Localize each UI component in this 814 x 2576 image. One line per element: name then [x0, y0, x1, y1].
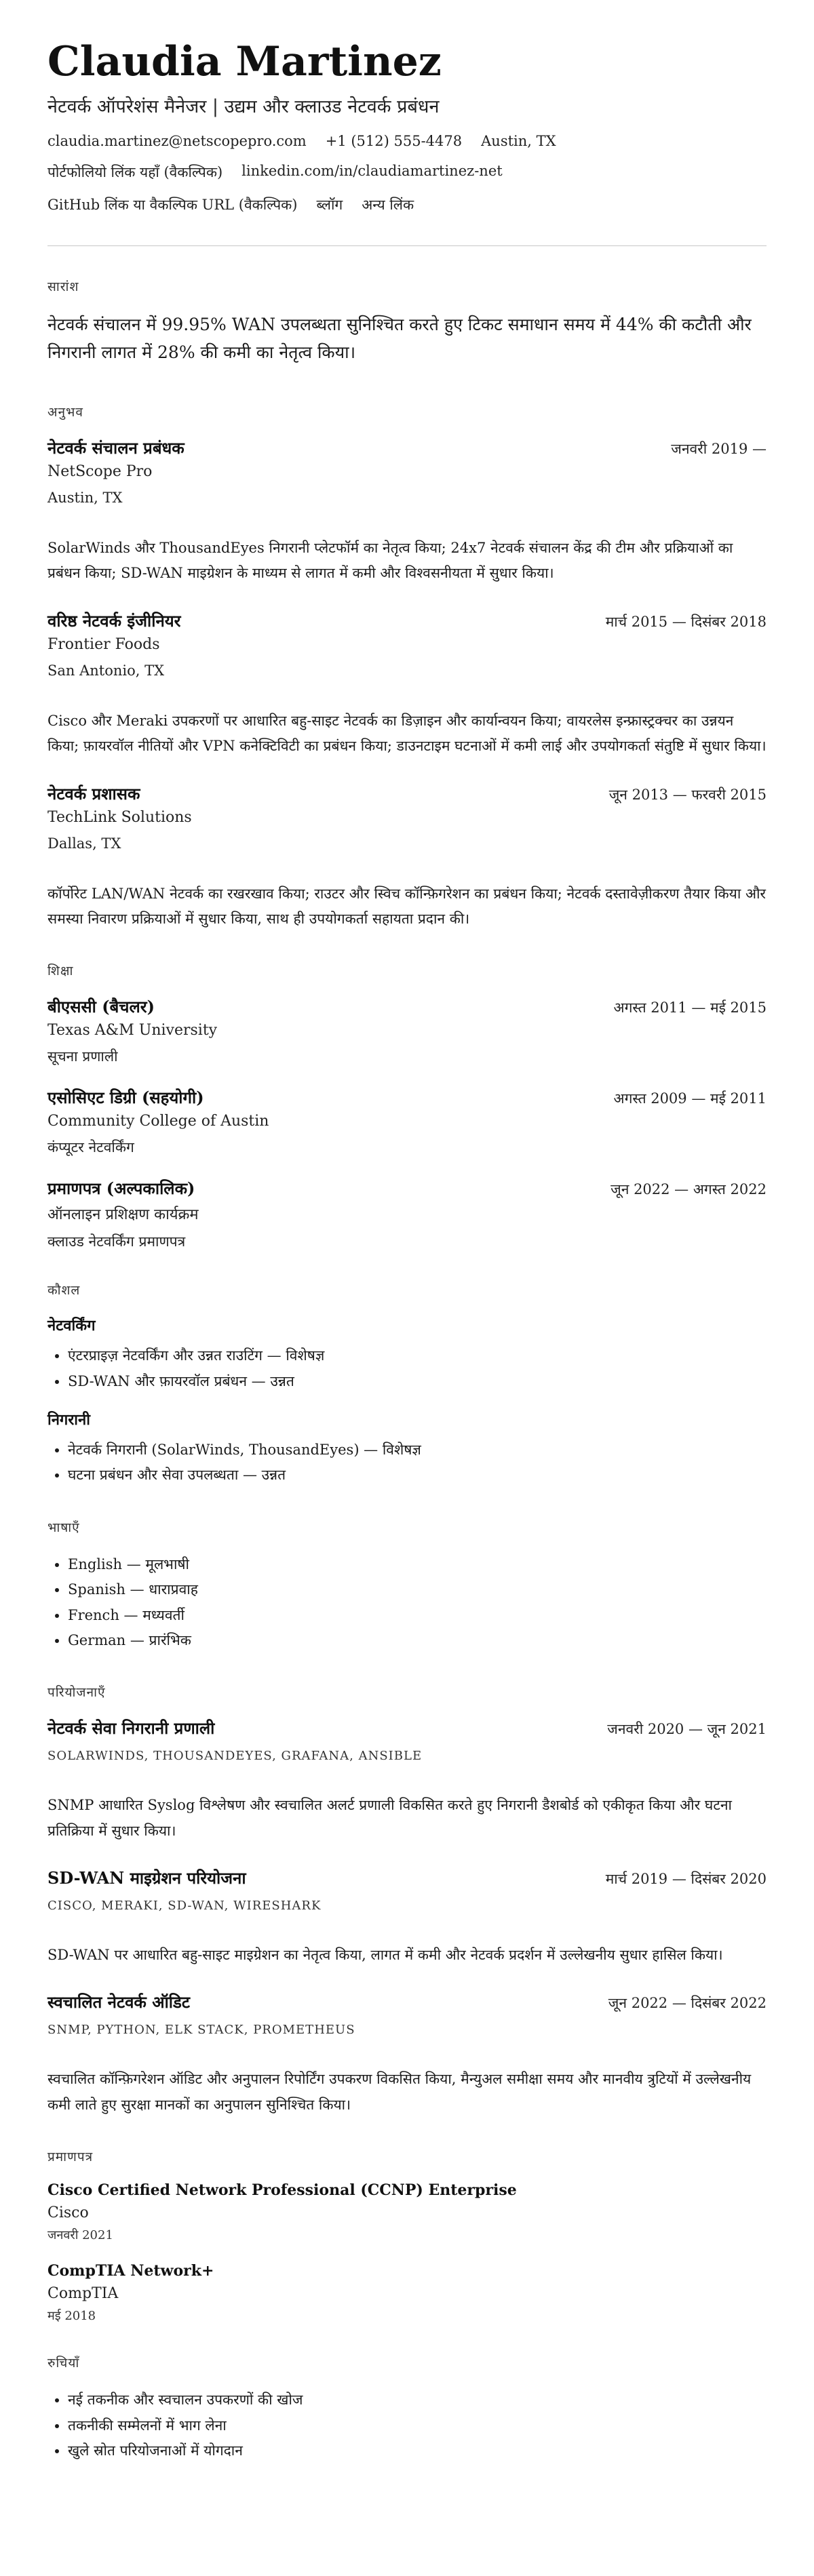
language-item: • German — प्रारंभिक: [68, 1628, 767, 1653]
projects-heading: परियोजनाएँ: [47, 1685, 106, 1701]
blog-link[interactable]: ब्लॉग: [316, 197, 343, 213]
education-entry-head: [47, 1086, 767, 1109]
education-entry-head: [47, 1177, 767, 1200]
education-dates: अगस्त 2009 — मई 2011: [613, 1090, 767, 1107]
project-description: स्वचालित कॉन्फ़िगरेशन ऑडिट और अनुपालन रिपोर्टिंग उपकरण विकसित किया, मैन्युअल समीक्षा समय और मानवीय त्रुटियों में उल्लेखनीय कमी लाते हुए सुरक्षा मानकों का अनुपालन सुनिश्चित किया।: [47, 2071, 752, 2113]
job-title: वरिष्ठ नेटवर्क इंजीनियर: [47, 610, 181, 631]
interests-heading: रुचियाँ: [47, 2356, 80, 2371]
certification-date: मई 2018: [47, 2309, 96, 2324]
education-heading: शिक्षा: [47, 964, 74, 979]
project-dates: जून 2022 — दिसंबर 2022: [608, 1995, 767, 2012]
project-title: SD-WAN माइग्रेशन परियोजना: [47, 1868, 246, 1888]
experience-entry-head: [47, 437, 767, 459]
certifications-heading: प्रमाणपत्र: [47, 2149, 94, 2165]
skill-item: • घटना प्रबंधन और सेवा उपलब्धता — उन्नत: [68, 1463, 767, 1488]
experience-section: [47, 403, 767, 932]
project-description: SD-WAN पर आधारित बहु-साइट माइग्रेशन का नेतृत्व किया, लागत में कमी और नेटवर्क प्रदर्शन में उल्लेखनीय सुधार हासिल किया।: [47, 1947, 723, 1963]
skill-group-title: निगरानी: [47, 1411, 90, 1429]
experience-entry-head: [47, 782, 767, 805]
project-entry-head: [47, 1717, 767, 1739]
field-of-study: सूचना प्रणाली: [47, 1048, 118, 1065]
contact-row-primary: [47, 133, 767, 149]
job-title: नेटवर्क प्रशासक: [47, 783, 140, 804]
project-tech: CISCO, MERAKI, SD-WAN, WIRESHARK: [47, 1899, 322, 1913]
language-item: • Spanish — धाराप्रवाह: [68, 1577, 767, 1602]
interest-item: • खुले स्रोत परियोजनाओं में योगदान: [68, 2438, 767, 2463]
skill-group-title: नेटवर्किंग: [47, 1317, 96, 1335]
company-name: Frontier Foods: [47, 635, 160, 653]
project-tech: SOLARWINDS, THOUSANDEYES, GRAFANA, ANSIBLE: [47, 1749, 423, 1764]
skill-list: [47, 1343, 767, 1394]
certification-name: Cisco Certified Network Professional (CCNP) Enterprise: [47, 2181, 517, 2200]
skills-section: [47, 1281, 767, 1488]
skills-heading: कौशल: [47, 1283, 81, 1299]
company-name: TechLink Solutions: [47, 808, 192, 826]
candidate-name: Claudia Martinez: [47, 38, 442, 85]
project-dates: जनवरी 2020 — जून 2021: [607, 1721, 767, 1738]
school-name: ऑनलाइन प्रशिक्षण कार्यक्रम: [47, 1206, 199, 1224]
experience-heading: अनुभव: [47, 405, 83, 420]
school-name: Community College of Austin: [47, 1113, 269, 1130]
language-item: • English — मूलभाषी: [68, 1552, 767, 1577]
education-entry: [47, 1177, 767, 1251]
education-entry: [47, 1086, 767, 1157]
location-text: Austin, TX: [481, 133, 556, 149]
job-location: Austin, TX: [47, 490, 123, 506]
experience-entry-head: [47, 610, 767, 632]
job-dates: जनवरी 2019 —: [671, 441, 767, 457]
job-location: San Antonio, TX: [47, 662, 165, 679]
header-divider: [47, 245, 767, 246]
language-list: [47, 1552, 767, 1654]
portfolio-link[interactable]: पोर्टफोलियो लिंक यहाँ (वैकल्पिक): [47, 164, 223, 180]
project-title: स्वचालित नेटवर्क ऑडिट: [47, 1992, 190, 2013]
project-description: SNMP आधारित Syslog विश्लेषण और स्वचालित अलर्ट प्रणाली विकसित करते हुए निगरानी डैशबोर्ड को एकीकृत किया और घटना प्रतिक्रिया में सुधार किया।: [47, 1797, 733, 1839]
summary-heading: सारांश: [47, 279, 79, 294]
contact-row-other: [47, 195, 767, 214]
experience-entry: [47, 610, 767, 759]
languages-heading: भाषाएँ: [47, 1520, 80, 1535]
job-description: कॉर्पोरेट LAN/WAN नेटवर्क का रखरखाव किया; राउटर और स्विच कॉन्फ़िगरेशन का प्रबंधन किया; नेटवर्क दस्तावेज़ीकरण तैयार किया और समस्या निवारण प्रक्रियाओं में सुधार किया, साथ ही उपयोगकर्ता सहायता प्रदान की।: [47, 885, 767, 927]
certification-entry: [47, 2181, 767, 2243]
certifications-section: [47, 2147, 767, 2324]
interests-section: [47, 2354, 767, 2463]
certification-issuer: Cisco: [47, 2204, 89, 2222]
school-name: Texas A&M University: [47, 1022, 218, 1039]
project-tech: SNMP, PYTHON, ELK STACK, PROMETHEUS: [47, 2023, 355, 2038]
field-of-study: कंप्यूटर नेटवर्किंग: [47, 1139, 134, 1156]
project-title: नेटवर्क सेवा निगरानी प्रणाली: [47, 1718, 215, 1739]
job-title: नेटवर्क संचालन प्रबंधक: [47, 438, 185, 458]
job-description: SolarWinds और ThousandEyes निगरानी प्लेटफॉर्म का नेतृत्व किया; 24x7 नेटवर्क संचालन केंद्र की टीम और प्रक्रियाओं का प्रबंधन किया; SD-WAN माइग्रेशन के माध्यम से लागत में कमी और विश्वसनीयता में सुधार किया।: [47, 540, 733, 582]
skill-item: • एंटरप्राइज़ नेटवर्किंग और उन्नत राउटिंग — विशेषज्ञ: [68, 1343, 767, 1368]
github-link[interactable]: GitHub लिंक या वैकल्पिक URL (वैकल्पिक): [47, 197, 298, 213]
headline: नेटवर्क ऑपरेशंस मैनेजर | उद्यम और क्लाउड नेटवर्क प्रबंधन: [47, 96, 440, 117]
degree-title: एसोसिएट डिग्री (सहयोगी): [47, 1088, 204, 1108]
project-entry-head: [47, 1991, 767, 2013]
contact-row-links: [47, 163, 767, 182]
job-description: Cisco और Meraki उपकरणों पर आधारित बहु-साइट नेटवर्क का डिज़ाइन और कार्यान्वयन किया; वायरलेस इन्फ्रास्ट्रक्चर का उन्नयन किया; फ़ायरवॉल नीतियों और VPN कनेक्टिविटी का प्रबंधन किया; डाउनटाइम घटनाओं में कमी लाई और उपयोगकर्ता संतुष्टि में सुधार किया।: [47, 712, 767, 755]
project-entry-head: [47, 1867, 767, 1889]
certification-entry: [47, 2262, 767, 2324]
education-entry-head: [47, 995, 767, 1018]
project-entry: [47, 1991, 767, 2118]
experience-entry: [47, 782, 767, 932]
skill-list: [47, 1438, 767, 1488]
skill-item: • नेटवर्क निगरानी (SolarWinds, ThousandEyes) — विशेषज्ञ: [68, 1438, 767, 1463]
languages-section: [47, 1518, 767, 1654]
linkedin-link[interactable]: linkedin.com/in/claudiamartinez-net: [241, 163, 503, 179]
degree-title: प्रमाणपत्र (अल्पकालिक): [47, 1178, 195, 1199]
experience-entry: [47, 437, 767, 587]
education-dates: अगस्त 2011 — मई 2015: [613, 999, 767, 1016]
certification-date: जनवरी 2021: [47, 2228, 113, 2243]
resume-header: [47, 38, 767, 214]
project-entry: [47, 1867, 767, 1968]
company-name: NetScope Pro: [47, 463, 153, 480]
job-location: Dallas, TX: [47, 835, 121, 852]
language-item: • French — मध्यवर्ती: [68, 1603, 767, 1628]
job-dates: जून 2013 — फरवरी 2015: [608, 786, 767, 803]
education-entry: [47, 995, 767, 1066]
projects-section: [47, 1683, 767, 2118]
phone-number[interactable]: +1 (512) 555-4478: [325, 133, 463, 149]
education-section: [47, 962, 767, 1251]
skill-item: • SD-WAN और फ़ायरवॉल प्रबंधन — उन्नत: [68, 1369, 767, 1394]
other-link[interactable]: अन्य लिंक: [362, 197, 414, 213]
project-entry: [47, 1717, 767, 1844]
job-dates: मार्च 2015 — दिसंबर 2018: [605, 613, 767, 630]
summary-section: [47, 277, 767, 366]
summary-text: नेटवर्क संचालन में 99.95% WAN उपलब्धता सुनिश्चित करते हुए टिकट समाधान समय में 44% की कटौती और निगरानी लागत में 28% की कमी का नेतृत्व किया।: [47, 315, 752, 362]
interest-list: [47, 2387, 767, 2463]
project-dates: मार्च 2019 — दिसंबर 2020: [605, 1871, 767, 1887]
degree-title: बीएससी (बैचलर): [47, 997, 155, 1017]
interest-item: • नई तकनीक और स्वचालन उपकरणों की खोज: [68, 2387, 767, 2413]
field-of-study: क्लाउड नेटवर्किंग प्रमाणपत्र: [47, 1233, 186, 1250]
education-dates: जून 2022 — अगस्त 2022: [610, 1181, 767, 1198]
certification-issuer: CompTIA: [47, 2285, 119, 2303]
interest-item: • तकनीकी सम्मेलनों में भाग लेना: [68, 2413, 767, 2438]
email-link[interactable]: claudia.martinez@netscopepro.com: [47, 133, 307, 149]
certification-name: CompTIA Network+: [47, 2262, 214, 2280]
